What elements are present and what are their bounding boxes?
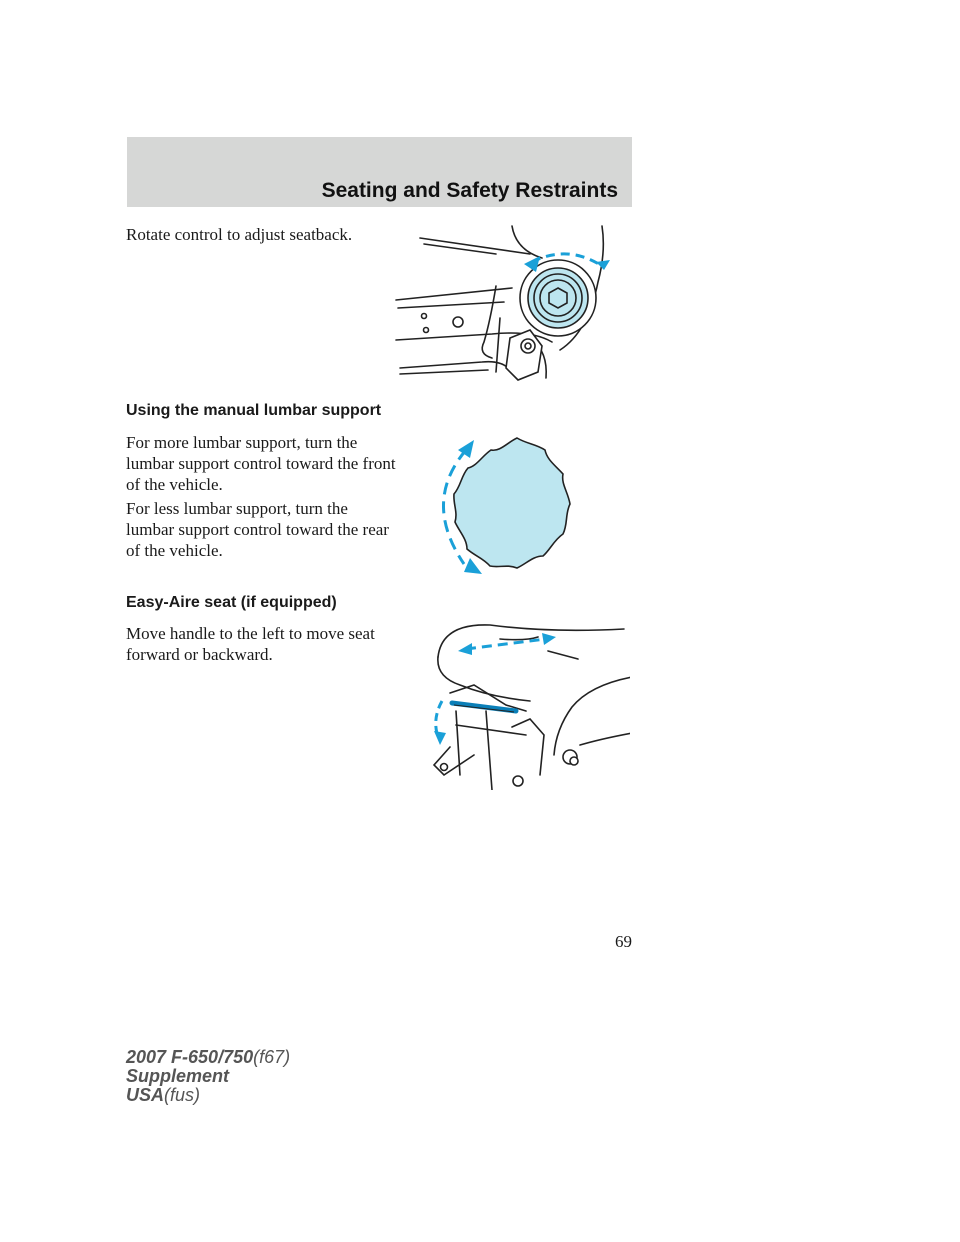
footer-doc-id: [126, 1048, 290, 1105]
footer-doc-type-line: [126, 1067, 290, 1086]
footer-market: USA: [126, 1085, 165, 1105]
section-title: Seating and Safety Restraints: [321, 179, 618, 202]
easy-aire-instruction: Move handle to the left to move seat forward or backward.: [126, 624, 375, 664]
section-header-band: [127, 137, 632, 207]
lumbar-knob-illustration: [420, 432, 590, 580]
lumbar-more-paragraph: For more lumbar support, turn the lumbar support control toward the front of the vehicle.: [126, 433, 396, 494]
page-number: 69: [615, 932, 632, 951]
footer-model: 2007 F-650/750: [126, 1047, 254, 1067]
easy-aire-heading: Easy-Aire seat (if equipped): [126, 594, 337, 611]
footer-model-code: (f67): [253, 1047, 291, 1067]
footer-doc-type: Supplement: [126, 1066, 230, 1086]
seatback-instruction: Rotate control to adjust seatback.: [126, 225, 353, 244]
easy-aire-seat-illustration: [430, 615, 630, 790]
footer-model-line: [126, 1048, 290, 1067]
lumbar-less-paragraph: For less lumbar support, turn the lumbar support control toward the rear of the vehicle.: [126, 499, 389, 560]
seatback-recliner-illustration: [392, 222, 624, 382]
footer-market-line: [126, 1086, 290, 1105]
footer-market-code: (fus): [164, 1085, 201, 1105]
lumbar-heading: Using the manual lumbar support: [126, 402, 382, 419]
